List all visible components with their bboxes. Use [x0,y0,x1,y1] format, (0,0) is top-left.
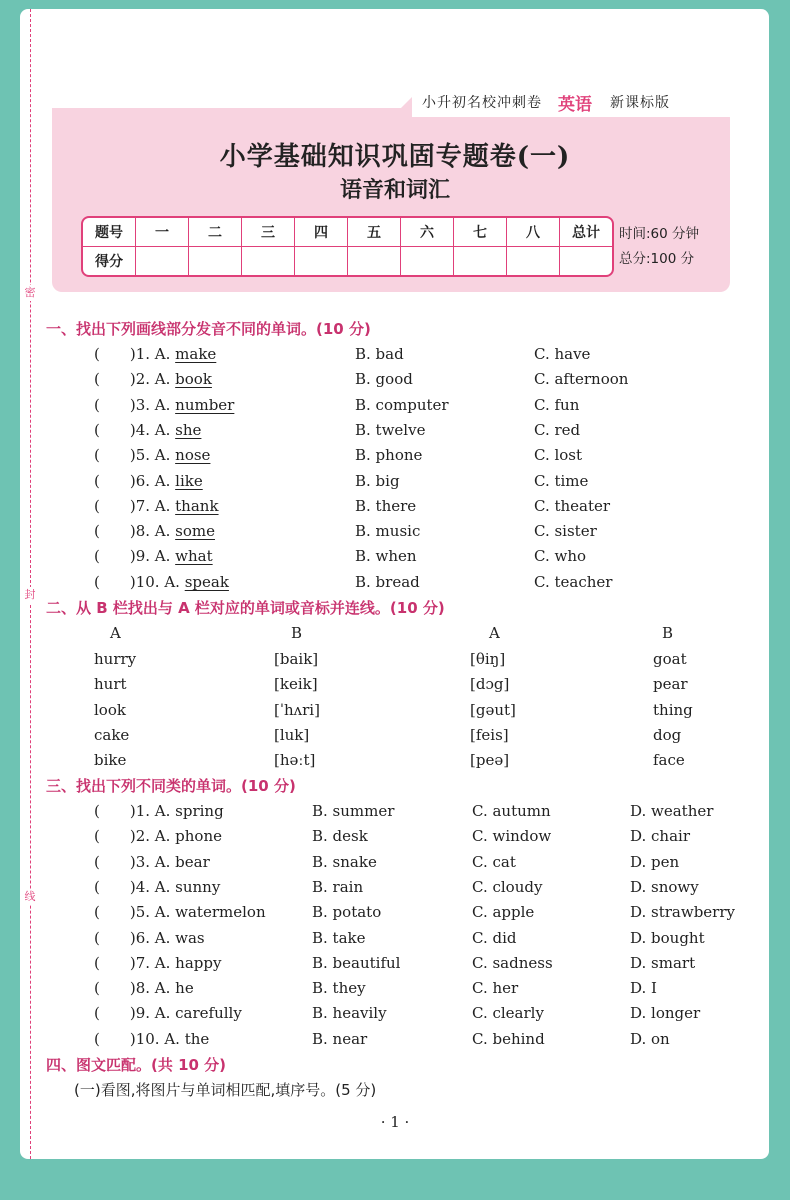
option-b: B. beautiful [312,953,401,972]
question-row [0,876,790,898]
option-c: C. cat [472,852,516,871]
option-b: B. potato [312,903,382,922]
option-a: ( )6. A. was [94,928,205,947]
option-c: C. window [472,827,552,846]
question-row [0,495,790,517]
side-mark-mi: 密 [22,285,38,301]
matching-cell: [θiŋ] [470,650,506,668]
total-score: 总分:100 分 [619,251,695,267]
option-d: D. snowy [630,877,699,896]
question-number: ( )3. A. [94,395,176,414]
question-row [0,368,790,390]
question-number: ( )5. A. [94,446,176,465]
option-a [94,368,212,390]
option-a-word: like [175,471,203,490]
subject-name: 英语 [558,94,592,115]
option-b: B. when [355,547,417,566]
option-b: B. summer [312,802,395,820]
option-d: D. on [630,1029,670,1048]
score-input-cell[interactable] [242,247,295,275]
score-row-label: 得分 [83,247,136,275]
question-number: ( )2. A. [94,370,176,389]
question-row [0,343,790,365]
option-a [94,545,213,567]
score-input-cell[interactable] [454,247,507,275]
question-row [0,952,790,974]
column-header: B [662,624,674,642]
option-b: B. computer [355,395,449,414]
option-a [94,419,201,441]
section3-title: 三、找出下列不同类的单词。(10 分) [46,777,296,795]
time-limit: 时间:60 分钟 [619,226,700,242]
matching-row [0,673,790,695]
matching-cell: hurry [94,650,137,668]
option-b: B. bread [355,572,420,591]
option-c: C. behind [472,1029,545,1048]
option-a-word: book [175,370,212,389]
option-a: ( )4. A. sunny [94,877,221,896]
matching-cell: thing [653,700,693,719]
matching-row [0,699,790,721]
series-tab [412,87,730,117]
option-c: C. afternoon [534,370,629,389]
option-b: B. they [312,979,366,998]
matching-cell: face [653,751,685,770]
option-c: C. teacher [534,572,613,591]
score-cell: 八 [507,218,560,247]
score-input-cell[interactable] [295,247,348,275]
option-b: B. music [355,522,421,541]
option-d: D. pen [630,852,680,871]
option-c: C. time [534,471,589,490]
side-mark-xian: 线 [22,889,38,905]
matching-cell: [feis] [470,725,509,744]
option-c: C. clearly [472,1004,544,1023]
score-table-score-row [83,247,612,275]
option-a-word: speak [184,572,229,591]
column-header: A [110,624,121,642]
score-table [81,216,614,277]
question-number: ( )10. A. [94,572,185,591]
option-c: C. lost [534,446,583,465]
option-c: C. autumn [472,802,551,820]
matching-cell: [keik] [274,675,318,694]
option-b: B. desk [312,827,368,846]
option-b: B. phone [355,446,423,465]
page-subtitle: 语音和词汇 [339,178,450,203]
question-row [0,825,790,847]
option-c: C. theater [534,496,611,515]
question-row [0,800,790,822]
matching-cell: goat [653,650,687,668]
matching-cell: [həːt] [274,751,316,770]
option-a: ( )5. A. watermelon [94,903,266,922]
question-row [0,1002,790,1024]
option-a: ( )3. A. bear [94,852,210,871]
section4-title: 四、图文匹配。(共 10 分) [46,1056,227,1074]
option-c: C. fun [534,395,580,414]
option-a [94,343,216,365]
option-a [94,444,210,466]
option-a-word: what [175,547,213,566]
matching-row [0,749,790,771]
score-input-cell[interactable] [136,247,189,275]
option-a-word: number [175,395,235,414]
option-c: C. have [534,345,591,363]
edition-name: 新课标版 [610,95,670,111]
matching-cell: [baik] [274,650,319,668]
matching-cell: cake [94,725,130,744]
section4-instruction: (一)看图,将图片与单词相匹配,填序号。(5 分) [74,1081,377,1099]
score-cell: 一 [136,218,189,247]
option-c: C. apple [472,903,535,922]
score-cell: 七 [454,218,507,247]
question-row [0,571,790,593]
section2-header-row [0,622,790,644]
matching-cell: [peə] [470,751,510,770]
matching-cell: dog [653,725,682,744]
option-a-word: nose [175,446,211,465]
score-table-header-row [83,218,612,247]
matching-cell: [gəut] [470,700,516,719]
score-cell: 四 [295,218,348,247]
option-b: B. heavily [312,1004,387,1023]
option-a-word: some [175,522,215,541]
option-a: ( )8. A. he [94,979,194,998]
matching-cell: [dɔg] [470,675,510,694]
side-mark-feng: 封 [22,587,38,603]
series-name: 小升初名校冲刺卷 [422,95,542,111]
question-number: ( )1. A. [94,345,176,363]
question-row [0,394,790,416]
matching-cell: [luk] [274,725,310,744]
score-input-cell[interactable] [560,247,612,275]
question-row [0,470,790,492]
option-a: ( )7. A. happy [94,953,222,972]
option-b: B. twelve [355,420,426,439]
option-a [94,394,234,416]
column-header: B [291,624,303,642]
option-b: B. rain [312,877,364,896]
matching-cell: bike [94,751,127,770]
option-a: ( )1. A. spring [94,802,224,820]
score-input-cell[interactable] [348,247,401,275]
question-number: ( )8. A. [94,522,176,541]
option-a-word: she [175,420,202,439]
matching-row [0,648,790,670]
option-c: C. who [534,547,587,566]
score-input-cell[interactable] [189,247,242,275]
option-b: B. snake [312,852,377,871]
matching-cell: pear [653,675,688,694]
question-number: ( )7. A. [94,496,176,515]
option-a [94,470,203,492]
score-cell: 六 [401,218,454,247]
score-input-cell[interactable] [507,247,560,275]
option-c: C. cloudy [472,877,543,896]
question-row [0,851,790,873]
option-a: ( )10. A. the [94,1029,210,1048]
option-c: C. red [534,420,581,439]
option-c: C. did [472,928,517,947]
option-c: C. sister [534,522,597,541]
option-b: B. there [355,496,417,515]
option-b: B. good [355,370,413,389]
option-a [94,495,219,517]
option-d: D. strawberry [630,903,735,922]
option-c: C. her [472,979,519,998]
question-row [0,977,790,999]
score-cell: 五 [348,218,401,247]
question-row [0,927,790,949]
time-info [619,222,699,272]
option-a [94,571,229,593]
score-cell: 总计 [560,218,612,247]
option-d: D. bought [630,928,705,947]
matching-cell: hurt [94,675,127,694]
score-input-cell[interactable] [401,247,454,275]
score-cell: 三 [242,218,295,247]
question-row [0,419,790,441]
section1-title: 一、找出下列画线部分发音不同的单词。(10 分) [46,320,371,338]
option-a: ( )2. A. phone [94,827,222,846]
option-a: ( )9. A. carefully [94,1004,242,1023]
option-b: B. take [312,928,366,947]
option-c: C. sadness [472,953,553,972]
matching-cell: look [94,700,126,719]
question-row [0,545,790,567]
column-header: A [489,624,500,642]
option-b: B. bad [355,345,404,363]
score-cell: 二 [189,218,242,247]
option-d: D. I [630,979,657,998]
score-cell: 题号 [83,218,136,247]
option-d: D. smart [630,953,696,972]
question-row [0,444,790,466]
option-d: D. chair [630,827,690,846]
option-d: D. weather [630,802,714,820]
page-number: · 1 · [380,1113,410,1131]
matching-cell: [ˈhʌri] [274,700,320,719]
question-row [0,520,790,542]
question-number: ( )9. A. [94,547,176,566]
page-title: 小学基础知识巩固专题卷(一) [219,142,571,172]
option-b: B. near [312,1029,368,1048]
option-a-word: make [175,345,217,363]
question-number: ( )6. A. [94,471,176,490]
option-d: D. longer [630,1004,701,1023]
question-row [0,1028,790,1050]
matching-row [0,724,790,746]
question-number: ( )4. A. [94,420,176,439]
section2-title: 二、从 B 栏找出与 A 栏对应的单词或音标并连线。(10 分) [46,599,445,617]
option-a-word: thank [175,496,219,515]
option-a [94,520,215,542]
question-row [0,901,790,923]
option-b: B. big [355,471,400,490]
